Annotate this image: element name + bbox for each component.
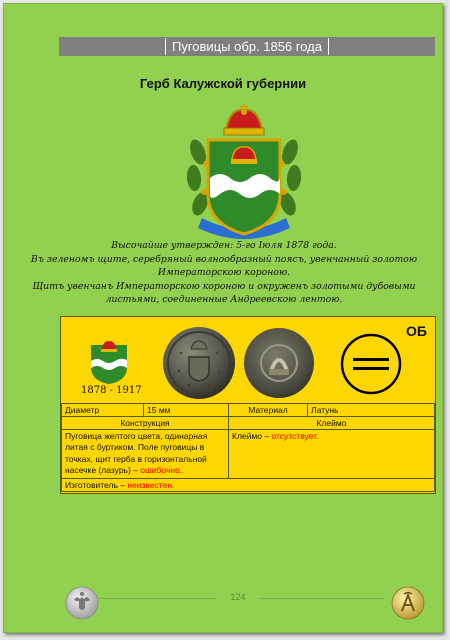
table-row	[62, 479, 435, 492]
material-value: Латунь	[308, 404, 435, 417]
document-page	[3, 3, 443, 633]
material-label: Материал	[229, 404, 308, 417]
button-profile-drawing	[339, 331, 403, 397]
construction-cell	[62, 430, 229, 479]
mini-coat-of-arms-image	[89, 337, 129, 385]
construction-error: ошибочно.	[140, 465, 183, 476]
button-front-photo	[159, 323, 239, 403]
table-row	[62, 430, 435, 479]
maker-value: неизвестен.	[127, 480, 175, 490]
maker-cell	[62, 479, 435, 492]
years-label: 1878 - 1917	[81, 385, 142, 396]
button-code: ОБ	[406, 323, 427, 339]
footer-divider	[259, 598, 385, 599]
monogram-medallion-icon	[391, 586, 425, 620]
button-info-card	[60, 316, 436, 494]
stamp-cell	[229, 430, 435, 479]
page-title: Пуговицы обр. 1856 года	[165, 38, 329, 55]
button-back-photo	[241, 323, 317, 403]
decree-line: Императорскою короною.	[157, 267, 291, 279]
page-title-bar	[59, 37, 435, 56]
decree-text	[24, 239, 424, 307]
decree-line: Щитъ увенчанъ Императорскою короною и окруженъ золотыми дубовыми	[32, 280, 416, 292]
stamp-text: Клеймо –	[232, 431, 272, 441]
diameter-label: Диаметр	[62, 404, 144, 417]
section-title: Герб Калужской губернии	[139, 76, 307, 91]
decree-line: Высочайше утвержден: 5-го Іюля 1878 года.	[111, 240, 337, 251]
maker-label: Изготовитель –	[65, 480, 128, 490]
double-eagle-medallion-icon	[65, 586, 99, 620]
table-row	[62, 417, 435, 430]
construction-text: Пуговица желтого цвета, одинарная литая с буртиком. Поле пуговицы в точках, щит герба в горизонтальной насечке (лазурь) –	[65, 431, 208, 476]
coat-of-arms-image	[184, 100, 304, 240]
decree-line: листьями, соединенные Андреевскою лентою.	[105, 294, 343, 306]
stamp-header: Клеймо	[229, 417, 435, 430]
diameter-value: 15 мм	[144, 404, 229, 417]
footer-divider	[97, 598, 217, 599]
construction-header: Конструкция	[62, 417, 229, 430]
decree-line: Въ зеленомъ щите, серебряный волнообразный поясъ, увенчанный золотою	[30, 253, 418, 265]
table-row	[62, 404, 435, 417]
page-number: 124	[230, 592, 246, 602]
stamp-value: отсутствует.	[271, 431, 319, 441]
specs-table	[61, 403, 435, 492]
